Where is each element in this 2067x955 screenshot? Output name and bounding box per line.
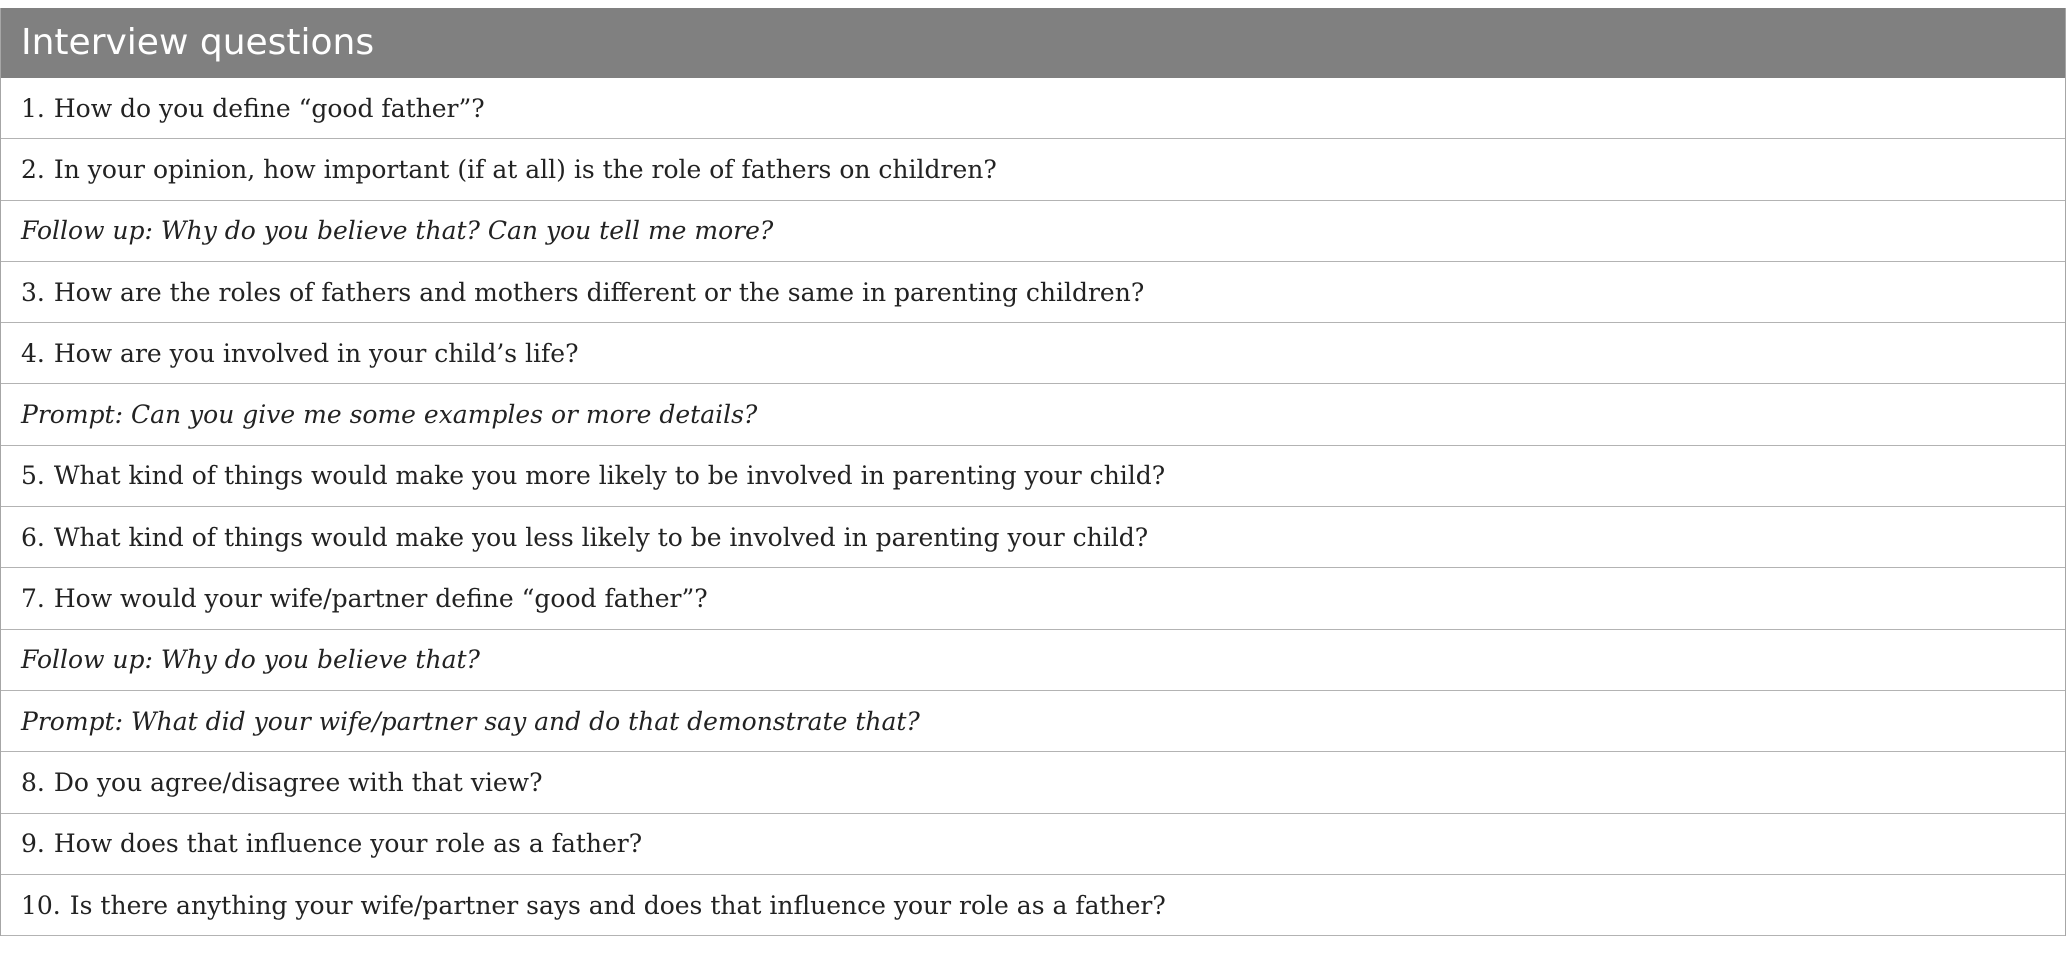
question-text: Prompt: Can you give me some examples or more details? [21,400,758,430]
table-row-question [1,323,2065,384]
question-text: Follow up: Why do you believe that? Can you tell me more? [21,216,774,246]
table-row-question [1,78,2065,139]
question-number: 9. [21,829,45,859]
question-text: Do you agree/disagree with that view? [53,767,543,797]
question-number: 8. [21,767,45,797]
table-row-prompt [1,691,2065,752]
table-header: Interview questions [1,8,2065,78]
table-body [1,78,2065,936]
table-row-question [1,568,2065,629]
table-row-prompt [1,384,2065,445]
question-number: 4. [21,338,45,368]
question-text: Is there anything your wife/partner says and does that influence your role as a father? [69,890,1166,920]
question-number: 10. [21,890,61,920]
question-text: What kind of things would make you less likely to be involved in parenting your child? [53,522,1149,552]
table-row-question [1,814,2065,875]
table-row-question [1,507,2065,568]
question-text: In your opinion, how important (if at all) is the role of fathers on children? [53,154,997,184]
question-text: How does that influence your role as a father? [53,829,643,859]
question-text: What kind of things would make you more likely to be involved in parenting your child? [53,461,1166,491]
table-row-question [1,752,2065,813]
interview-questions-table [0,8,2066,936]
table-row-question [1,139,2065,200]
question-number: 6. [21,522,45,552]
question-text: Follow up: Why do you believe that? [21,645,480,675]
question-text: How would your wife/partner define “good father”? [53,584,708,614]
question-number: 5. [21,461,45,491]
table-row-question [1,875,2065,936]
question-number: 1. [21,93,45,123]
question-text: How are the roles of fathers and mothers different or the same in parenting children? [53,277,1145,307]
question-text: How are you involved in your child’s life? [53,338,579,368]
question-number: 7. [21,584,45,614]
question-text: Prompt: What did your wife/partner say and do that demonstrate that? [21,706,920,736]
question-text: How do you define “good father”? [53,93,485,123]
table-row-question [1,446,2065,507]
question-number: 2. [21,154,45,184]
table-row-question [1,262,2065,323]
table-row-prompt [1,630,2065,691]
table-row-prompt [1,201,2065,262]
question-number: 3. [21,277,45,307]
